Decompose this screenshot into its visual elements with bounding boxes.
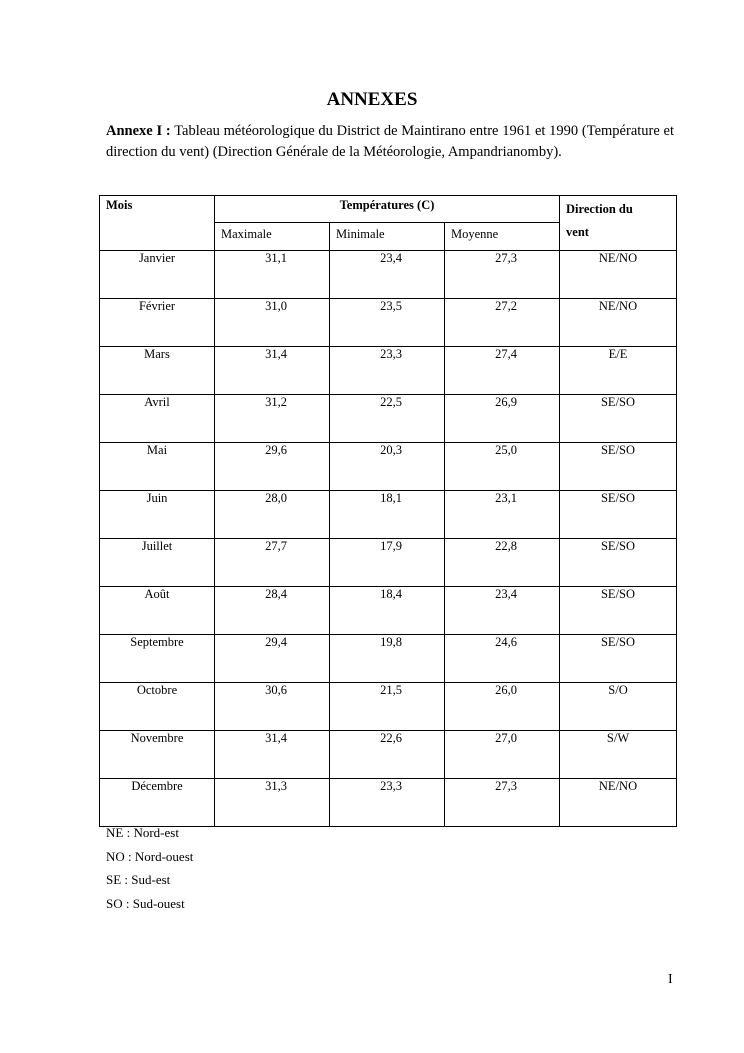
cell-min: 23,3	[330, 779, 445, 827]
cell-mean: 27,4	[445, 347, 560, 395]
cell-wind-direction: SE/SO	[560, 587, 677, 635]
header-mean: Moyenne	[445, 223, 560, 251]
table-row	[100, 635, 677, 683]
cell-mean: 27,3	[445, 779, 560, 827]
cell-wind-direction: SE/SO	[560, 539, 677, 587]
cell-min: 21,5	[330, 683, 445, 731]
header-wind-direction	[560, 196, 677, 251]
cell-min: 17,9	[330, 539, 445, 587]
cell-wind-direction: NE/NO	[560, 779, 677, 827]
cell-min: 23,3	[330, 347, 445, 395]
table-row	[100, 251, 677, 299]
header-wind-direction-line1: Direction du	[566, 202, 633, 216]
table-body	[100, 251, 677, 827]
table-row	[100, 683, 677, 731]
cell-max: 31,0	[215, 299, 330, 347]
table-row	[100, 347, 677, 395]
table-row	[100, 587, 677, 635]
annex-intro	[106, 121, 674, 163]
table-row	[100, 491, 677, 539]
cell-month: Décembre	[100, 779, 215, 827]
cell-min: 18,1	[330, 491, 445, 539]
cell-mean: 27,0	[445, 731, 560, 779]
cell-min: 19,8	[330, 635, 445, 683]
cell-month: Juillet	[100, 539, 215, 587]
cell-max: 29,6	[215, 443, 330, 491]
cell-max: 31,4	[215, 347, 330, 395]
cell-wind-direction: NE/NO	[560, 251, 677, 299]
cell-max: 28,0	[215, 491, 330, 539]
cell-max: 31,2	[215, 395, 330, 443]
cell-max: 30,6	[215, 683, 330, 731]
cell-wind-direction: E/E	[560, 347, 677, 395]
legend-item-ne: NE : Nord-est	[106, 825, 179, 840]
table-row	[100, 395, 677, 443]
cell-max: 31,4	[215, 731, 330, 779]
cell-mean: 22,8	[445, 539, 560, 587]
cell-min: 22,6	[330, 731, 445, 779]
annex-description: Tableau météorologique du District de Maintirano entre 1961 et 1990 (Température et direction du vent) (Direction Générale de la Météorologie, Ampandrianomby).	[106, 123, 675, 160]
cell-mean: 27,3	[445, 251, 560, 299]
cell-month: Août	[100, 587, 215, 635]
cell-wind-direction: SE/SO	[560, 635, 677, 683]
page-number: I	[668, 972, 673, 987]
cell-wind-direction: S/W	[560, 731, 677, 779]
annex-label: Annexe I :	[106, 123, 171, 139]
page-title: ANNEXES	[326, 89, 418, 110]
cell-month: Mars	[100, 347, 215, 395]
table-header-row	[100, 196, 677, 223]
cell-mean: 26,0	[445, 683, 560, 731]
legend-item-so: SO : Sud-ouest	[106, 895, 185, 911]
cell-max: 31,1	[215, 251, 330, 299]
cell-mean: 24,6	[445, 635, 560, 683]
cell-month: Octobre	[100, 683, 215, 731]
cell-wind-direction: SE/SO	[560, 395, 677, 443]
cell-mean: 23,4	[445, 587, 560, 635]
header-month: Mois	[100, 196, 215, 251]
abbreviation-legend	[106, 821, 193, 915]
legend-item-no: NO : Nord-ouest	[106, 848, 194, 864]
cell-mean: 26,9	[445, 395, 560, 443]
header-max: Maximale	[215, 223, 330, 251]
cell-max: 31,3	[215, 779, 330, 827]
table-row	[100, 731, 677, 779]
cell-min: 20,3	[330, 443, 445, 491]
cell-month: Avril	[100, 395, 215, 443]
cell-month: Janvier	[100, 251, 215, 299]
table-row	[100, 299, 677, 347]
cell-min: 18,4	[330, 587, 445, 635]
cell-min: 23,4	[330, 251, 445, 299]
legend-item-se: SE : Sud-est	[106, 872, 171, 887]
table-row	[100, 539, 677, 587]
cell-min: 22,5	[330, 395, 445, 443]
header-temperatures: Températures (C)	[215, 196, 560, 223]
cell-wind-direction: SE/SO	[560, 443, 677, 491]
cell-wind-direction: NE/NO	[560, 299, 677, 347]
cell-mean: 25,0	[445, 443, 560, 491]
cell-month: Juin	[100, 491, 215, 539]
cell-month: Mai	[100, 443, 215, 491]
header-min: Minimale	[330, 223, 445, 251]
cell-month: Février	[100, 299, 215, 347]
cell-wind-direction: S/O	[560, 683, 677, 731]
cell-month: Novembre	[100, 731, 215, 779]
cell-wind-direction: SE/SO	[560, 491, 677, 539]
cell-min: 23,5	[330, 299, 445, 347]
table-row	[100, 779, 677, 827]
cell-max: 27,7	[215, 539, 330, 587]
weather-table	[99, 195, 677, 827]
cell-mean: 27,2	[445, 299, 560, 347]
header-wind-direction-line2: vent	[566, 225, 589, 239]
cell-max: 28,4	[215, 587, 330, 635]
cell-max: 29,4	[215, 635, 330, 683]
cell-mean: 23,1	[445, 491, 560, 539]
cell-month: Septembre	[100, 635, 215, 683]
table-row	[100, 443, 677, 491]
